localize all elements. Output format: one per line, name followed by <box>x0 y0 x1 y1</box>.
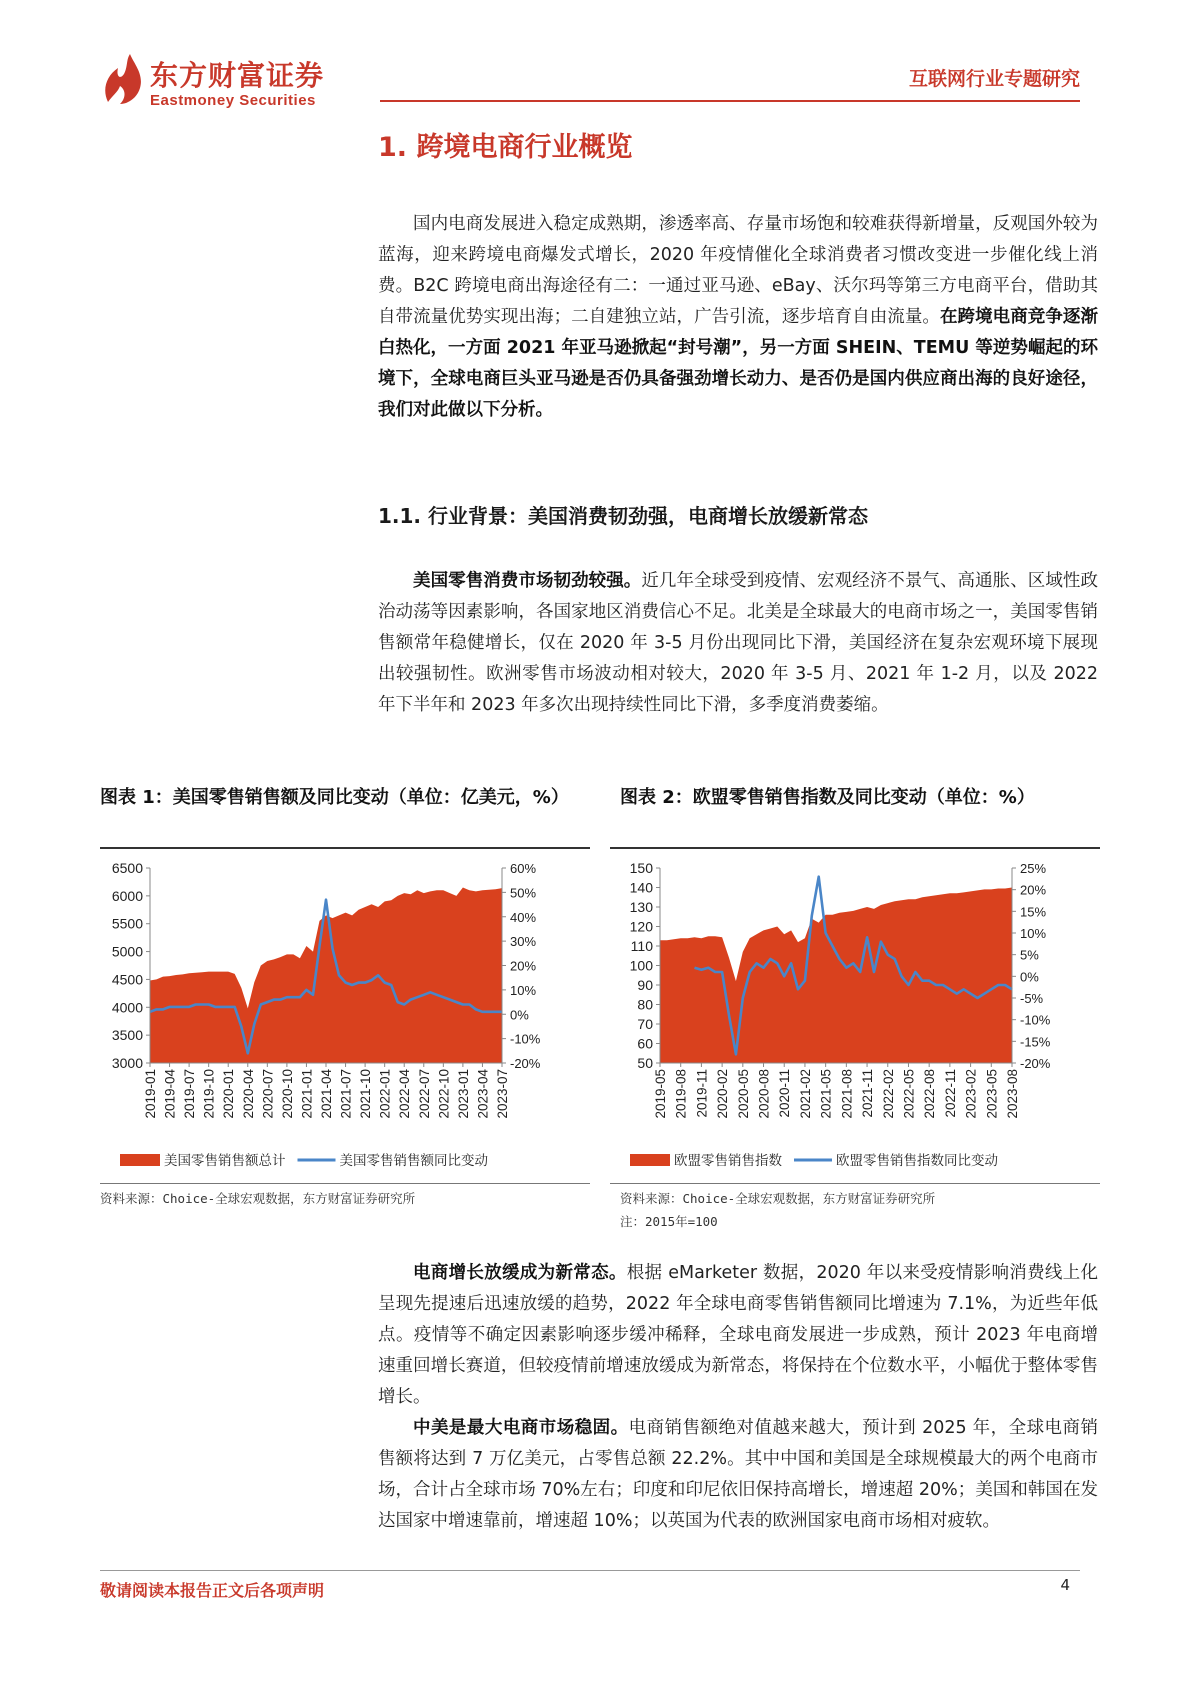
eu-left-tick-label: 60 <box>637 1035 653 1052</box>
us-x-tick-label: 2020-01 <box>221 1069 237 1119</box>
us-retail-lead: 美国零售消费市场韧劲较强。 <box>413 571 642 591</box>
eu-x-tick-label: 2023-05 <box>984 1069 1000 1119</box>
eu-area-series <box>660 888 1012 1064</box>
us-right-tick-label: 40% <box>510 909 537 925</box>
us-x-tick-label: 2021-04 <box>319 1069 334 1119</box>
us-x-tick-label: 2021-10 <box>358 1069 374 1119</box>
us-x-tick-label: 2021-07 <box>338 1069 354 1119</box>
intro-text: 国内电商发展进入稳定成熟期，渗透率高、存量市场饱和较难获得新增量，反观国外较为蓝海，迎来跨境电商爆发式增长，2020 年疫情催化全球消费者习惯改变进一步催化线上消费。B2C 跨境电商出海途径有二：一通过亚马逊、eBay、沃尔玛等第三方电商平台，借助其自带流量优势实现出海；二自建独立站，广告引流，逐步培育自由流量。 <box>378 214 1098 327</box>
eu-left-tick-label: 140 <box>629 879 653 896</box>
figure-2-title: 图表 2：欧盟零售销售指数及同比变动（单位：%） <box>620 787 1035 808</box>
figure-1-bottom-rule <box>100 1183 590 1184</box>
us-legend-line-label: 美国零售销售额同比变动 <box>339 1153 488 1168</box>
eu-right-tick-label: -20% <box>1020 1056 1051 1071</box>
eu-left-tick-label: 150 <box>629 860 653 876</box>
eu-right-tick-label: -15% <box>1020 1034 1051 1050</box>
subsection-title: 1.1. 行业背景：美国消费韧劲强，电商增长放缓新常态 <box>378 504 868 528</box>
eu-right-tick-label: 10% <box>1020 926 1047 941</box>
us-x-tick-label: 2020-04 <box>240 1069 256 1119</box>
us-right-tick-label: 60% <box>510 861 537 876</box>
us-right-tick-label: -10% <box>510 1031 541 1047</box>
intro-paragraph <box>378 209 1098 426</box>
china-us-lead: 中美是最大电商市场稳固。 <box>413 1418 629 1438</box>
us-left-tick-label: 6000 <box>111 887 143 904</box>
eu-x-tick-label: 2021-08 <box>839 1069 855 1119</box>
us-right-tick-label: 30% <box>510 934 537 950</box>
us-right-tick-label: 0% <box>510 1007 529 1023</box>
us-x-tick-label: 2022-07 <box>416 1069 432 1119</box>
us-x-tick-label: 2019-07 <box>182 1069 198 1119</box>
us-x-tick-label: 2023-01 <box>455 1069 471 1119</box>
header-divider <box>380 100 1080 102</box>
us-left-tick-label: 4000 <box>111 999 143 1016</box>
us-x-tick-label: 2023-04 <box>475 1069 491 1119</box>
eu-left-tick-label: 80 <box>637 996 653 1013</box>
figure-2-note: 注：2015年=100 <box>620 1214 718 1229</box>
eu-x-tick-label: 2019-08 <box>673 1069 689 1119</box>
eu-right-tick-label: 20% <box>1020 882 1047 898</box>
eu-x-tick-label: 2023-02 <box>963 1069 979 1119</box>
eu-right-tick-label: -5% <box>1020 991 1044 1006</box>
brand-name-en: Eastmoney Securities <box>150 92 316 109</box>
eu-right-tick-label: -10% <box>1020 1012 1051 1028</box>
figure-1-top-rule <box>100 847 590 849</box>
us-x-tick-label: 2019-01 <box>143 1069 158 1119</box>
us-legend-area-label: 美国零售销售额总计 <box>164 1153 286 1168</box>
ecom-growth-text: 根据 eMarketer 数据，2020 年以来受疫情影响消费线上化呈现先提速后迅速放缓的趋势，2022 年全球电商零售销售额同比增速为 7.1%，为近些年低点。疫情等不确定因素影响逐步缓冲稀释，全球电商发展进一步成熟，预计 2023 年电商增速重回增长赛道，但较疫情前增速放缓成为新常态，将保持在个位数水平，小幅优于整体零售增长。 <box>378 1263 1099 1407</box>
footer-divider <box>100 1570 1080 1571</box>
page-number: 4 <box>1060 1576 1070 1594</box>
figure-1-source: 资料来源：Choice-全球宏观数据，东方财富证券研究所 <box>100 1191 416 1206</box>
eu-x-tick-label: 2022-05 <box>901 1069 917 1119</box>
eu-left-tick-label: 50 <box>637 1055 653 1071</box>
section-title: 1. 跨境电商行业概览 <box>378 132 633 163</box>
eu-x-tick-label: 2022-08 <box>922 1069 938 1119</box>
eu-x-tick-label: 2020-02 <box>715 1069 731 1119</box>
us-x-tick-label: 2022-04 <box>397 1069 413 1119</box>
brand-logo <box>100 54 146 106</box>
us-x-tick-label: 2019-10 <box>201 1069 217 1119</box>
eu-left-tick-label: 110 <box>630 938 653 954</box>
footer-disclaimer: 敬请阅读本报告正文后各项声明 <box>100 1581 325 1600</box>
us-right-tick-label: 10% <box>510 982 537 998</box>
report-type: 互联网行业专题研究 <box>908 68 1080 90</box>
eu-right-tick-label: 0% <box>1020 969 1039 985</box>
eu-x-tick-label: 2020-08 <box>756 1069 772 1119</box>
us-x-tick-label: 2023-07 <box>495 1069 510 1119</box>
us-x-tick-label: 2019-04 <box>162 1069 178 1119</box>
us-retail-paragraph <box>378 566 1098 721</box>
figure-2-top-rule <box>610 847 1100 849</box>
eu-left-tick-label: 120 <box>629 918 653 935</box>
us-right-tick-label: 50% <box>510 885 537 901</box>
figure-2-bottom-rule <box>610 1183 1100 1184</box>
eu-legend-line-label: 欧盟零售销售指数同比变动 <box>836 1153 998 1168</box>
us-x-tick-label: 2022-01 <box>377 1069 393 1119</box>
us-x-tick-label: 2020-07 <box>260 1069 276 1119</box>
eu-left-tick-label: 130 <box>629 899 653 915</box>
eu-x-tick-label: 2021-05 <box>818 1069 834 1119</box>
eu-x-tick-label: 2019-11 <box>694 1069 710 1118</box>
eu-legend-area-swatch <box>630 1154 670 1166</box>
us-x-tick-label: 2020-10 <box>279 1069 295 1119</box>
eu-x-tick-label: 2019-05 <box>653 1069 668 1119</box>
eu-right-tick-label: 5% <box>1020 947 1039 963</box>
us-left-tick-label: 5500 <box>111 915 143 932</box>
ecom-growth-paragraph <box>378 1258 1098 1413</box>
eu-retail-chart <box>610 850 1100 1180</box>
eu-x-tick-label: 2022-11 <box>942 1069 958 1118</box>
china-us-text: 电商销售额绝对值越来越大，预计到 2025 年，全球电商销售额将达到 7 万亿美元，占零售总额 22.2%。其中中国和美国是全球规模最大的两个电商市场，合计占全球市场 70%左右；印度和印尼依旧保持高增长，增速超 20%；美国和韩国在发达国家中增速靠前，增速超 10%；以英国为代表的欧洲国家电商市场相对疲软。 <box>378 1418 1098 1531</box>
flame-logo-icon <box>100 54 146 106</box>
intro-emphasis: 在跨境电商竞争逐渐白热化，一方面 2021 年亚马逊掀起“封号潮”，另一方面 SHEIN、TEMU 等逆势崛起的环境下，全球电商巨头亚马逊是否仍具备强劲增长动力、是否仍是国内供应商出海的良好途径，我们对此做以下分析。 <box>378 307 1098 420</box>
brand-name-cn: 东方财富证券 <box>150 59 325 92</box>
us-area-series <box>150 888 502 1064</box>
eu-right-tick-label: 25% <box>1020 861 1047 876</box>
figure-2-source: 资料来源：Choice-全球宏观数据，东方财富证券研究所 <box>620 1191 936 1206</box>
us-x-tick-label: 2022-10 <box>436 1069 452 1119</box>
us-left-tick-label: 6500 <box>111 860 143 876</box>
china-us-paragraph <box>378 1413 1098 1537</box>
eu-left-tick-label: 70 <box>637 1016 653 1032</box>
us-retail-text: 近几年全球受到疫情、宏观经济不景气、高通胀、区域性政治动荡等因素影响，各国家地区消费信心不足。北美是全球最大的电商市场之一，美国零售销售额常年稳健增长，仅在 2020 年 3-5 月份出现同比下滑，美国经济在复杂宏观环境下展现出较强韧性。欧洲零售市场波动相对较大，2020 年 3-5 月、2021 年 1-2 月，以及 2022 年下半年和 2023 年多次出现持续性同比下滑，多季度消费萎缩。 <box>378 571 1099 715</box>
us-x-tick-label: 2021-01 <box>299 1069 315 1119</box>
us-right-tick-label: 20% <box>510 958 537 974</box>
eu-right-tick-label: 15% <box>1020 904 1047 920</box>
eu-left-tick-label: 100 <box>629 957 653 974</box>
us-left-tick-label: 3500 <box>111 1027 143 1044</box>
us-left-tick-label: 4500 <box>111 971 143 988</box>
us-right-tick-label: -20% <box>510 1056 541 1071</box>
eu-x-tick-label: 2020-05 <box>735 1069 751 1119</box>
figure-1-title: 图表 1：美国零售销售额及同比变动（单位：亿美元，%） <box>100 787 569 808</box>
eu-x-tick-label: 2022-02 <box>880 1069 896 1119</box>
ecom-growth-lead: 电商增长放缓成为新常态。 <box>413 1263 627 1283</box>
us-left-tick-label: 5000 <box>111 943 143 960</box>
us-left-tick-label: 3000 <box>111 1055 143 1071</box>
eu-left-tick-label: 90 <box>637 977 653 993</box>
us-retail-chart <box>100 850 590 1180</box>
eu-x-tick-label: 2023-08 <box>1005 1069 1020 1119</box>
us-legend-area-swatch <box>120 1154 160 1166</box>
eu-x-tick-label: 2021-02 <box>797 1069 813 1119</box>
eu-x-tick-label: 2020-11 <box>777 1069 793 1118</box>
eu-x-tick-label: 2021-11 <box>860 1069 876 1118</box>
eu-legend-area-label: 欧盟零售销售指数 <box>674 1153 782 1168</box>
